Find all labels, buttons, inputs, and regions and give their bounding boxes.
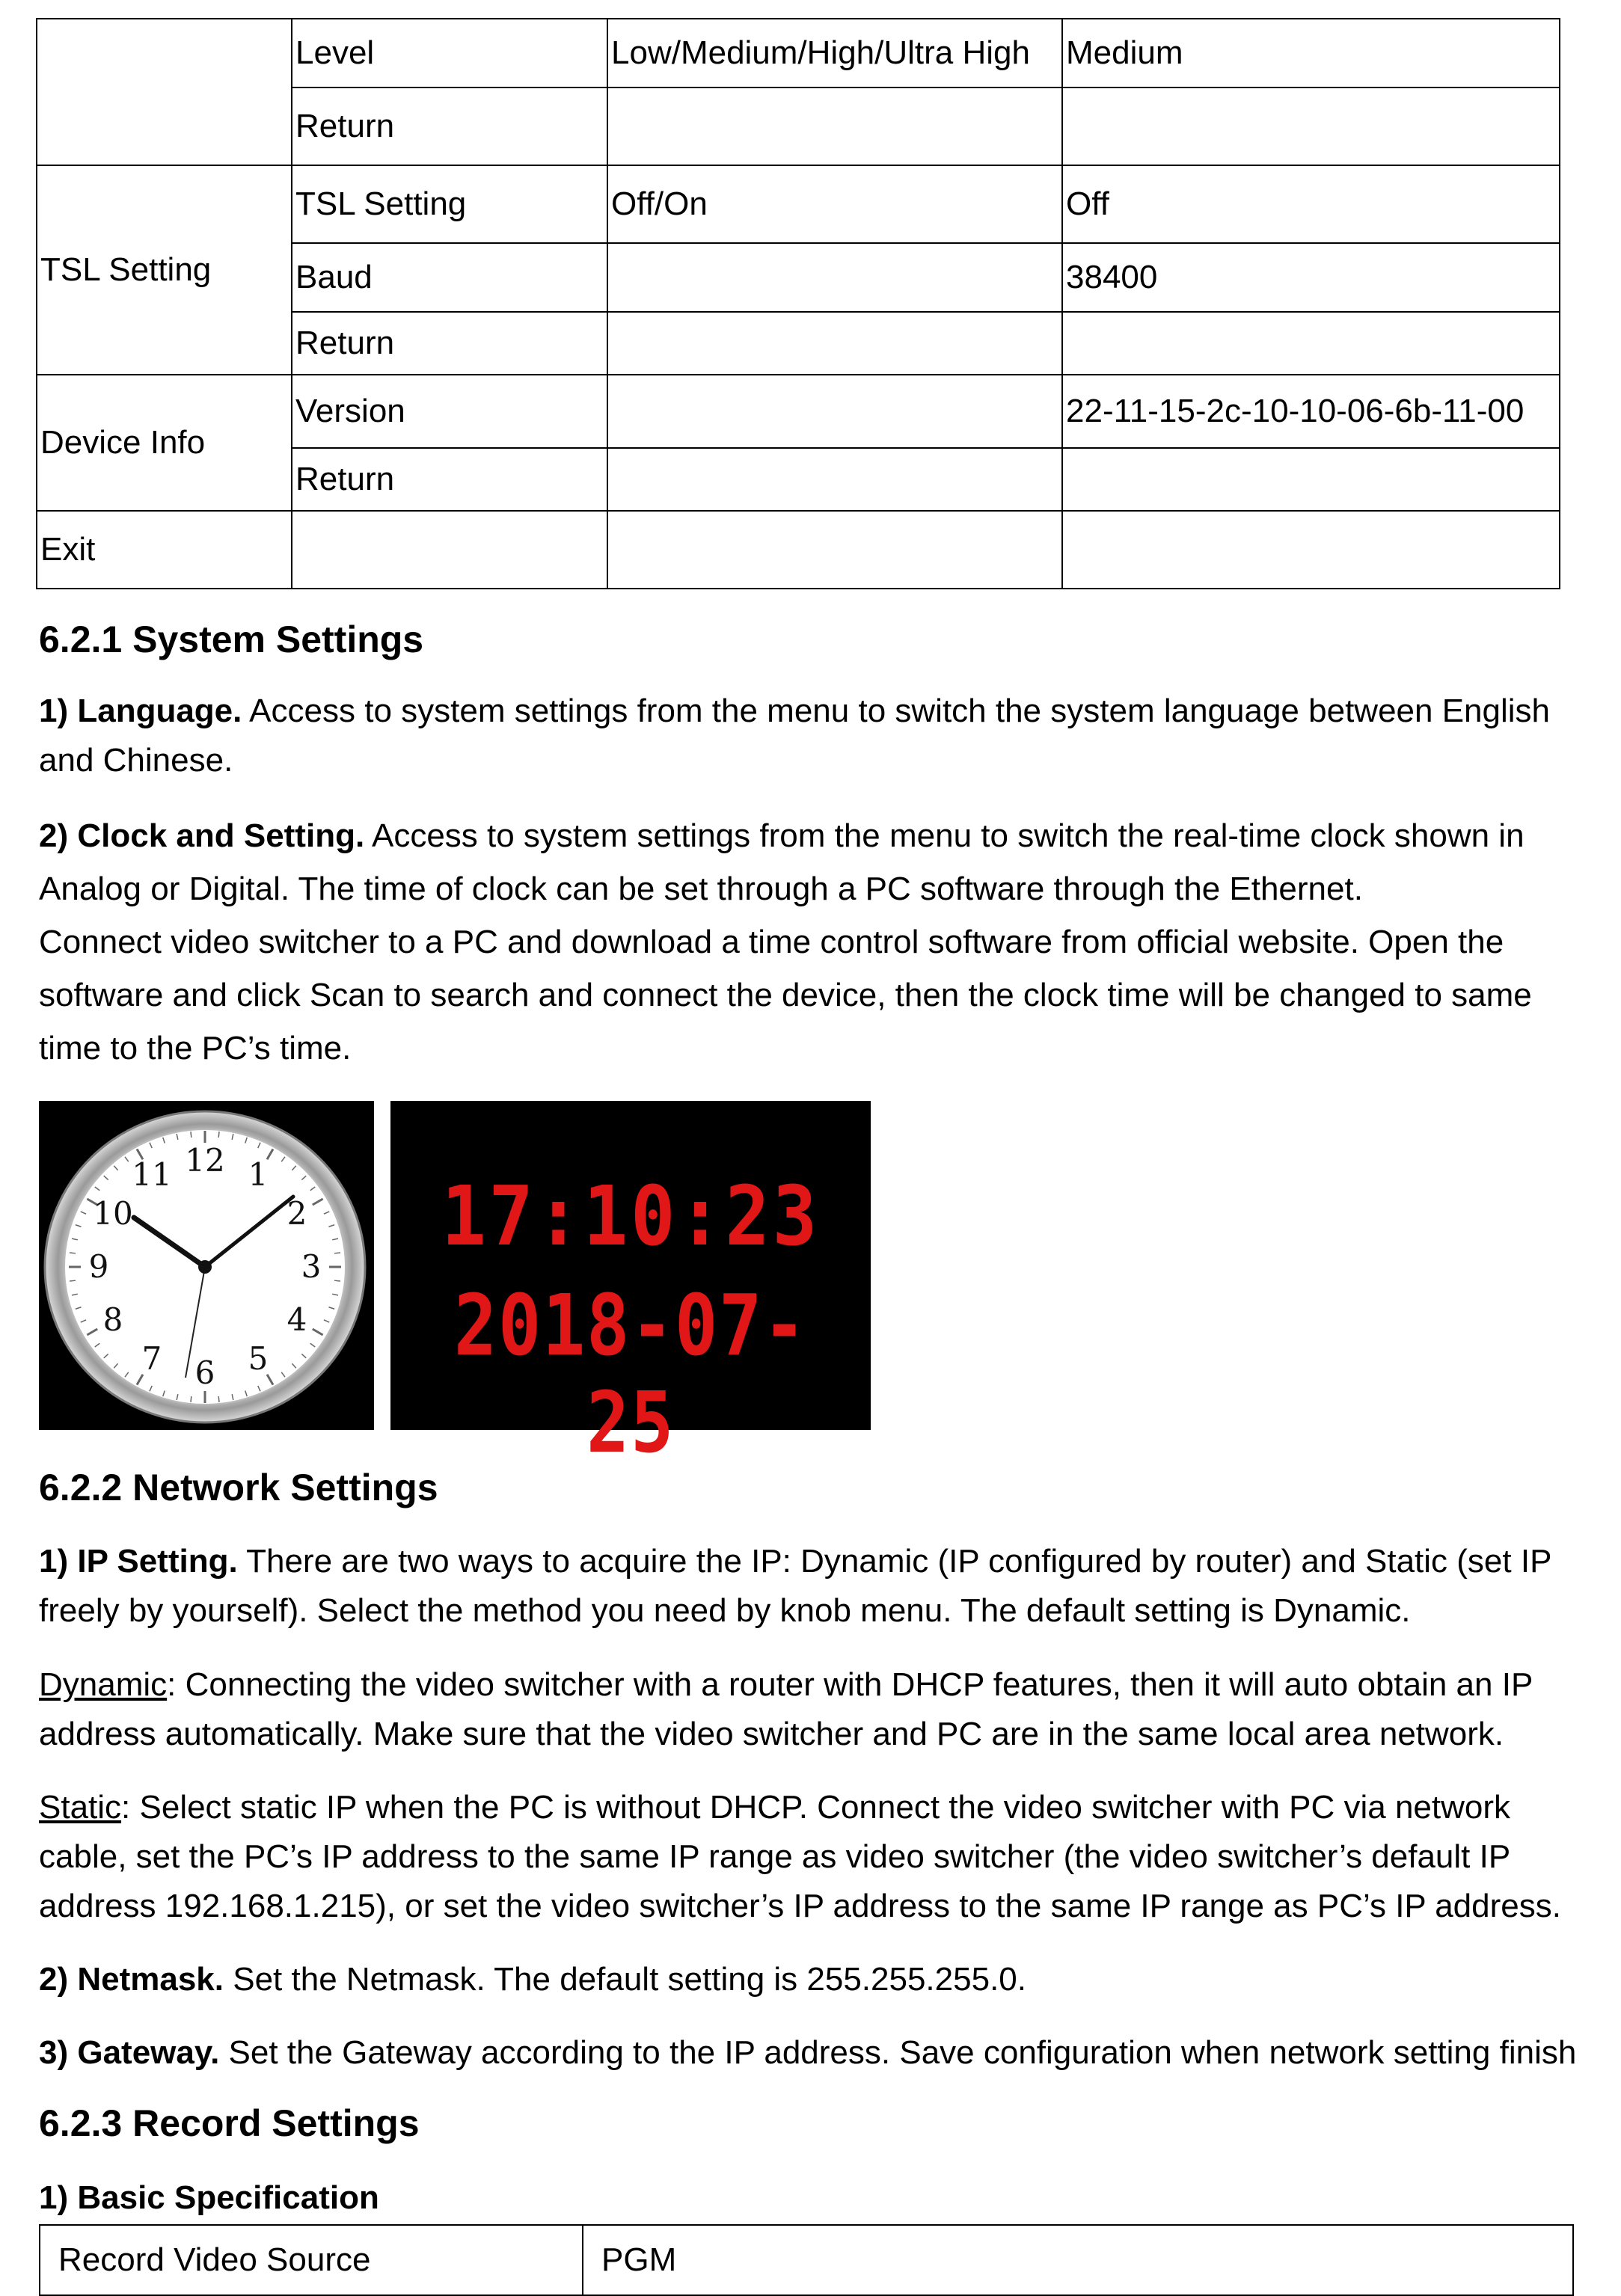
paragraph-lead: 1) IP Setting. — [39, 1543, 238, 1580]
clock-numeral: 6 — [194, 1354, 215, 1391]
table-cell — [1062, 511, 1560, 589]
table-cell: Version — [292, 375, 607, 448]
paragraph-connect — [39, 915, 1580, 1075]
table-cell: Medium — [1062, 19, 1560, 88]
analog-clock-icon — [39, 1101, 374, 1430]
paragraph-lead: 3) Gateway. — [39, 2034, 220, 2071]
table-cell: Return — [292, 312, 607, 375]
section-heading-system: 6.2.1 System Settings — [39, 618, 424, 660]
clock-numeral: 9 — [88, 1248, 109, 1285]
table-cell — [292, 511, 607, 589]
table-row — [37, 165, 1560, 243]
table-cell — [1062, 312, 1560, 375]
table-cell: Return — [292, 448, 607, 511]
table-cell — [607, 243, 1062, 312]
menu-settings-table — [36, 18, 1560, 589]
paragraph-static — [39, 1783, 1580, 1931]
table-cell: Off/On — [607, 165, 1062, 243]
section-heading-network: 6.2.2 Network Settings — [39, 1467, 438, 1508]
paragraph-lead: 1) Basic Specification — [39, 2179, 379, 2216]
table-cell: Device Info — [37, 375, 292, 511]
paragraph-lead: 2) Netmask. — [39, 1961, 224, 1998]
paragraph-text: Access to system settings from the menu to switch the real-time clock shown in Analog or Digital. The time of clock can be set through a PC software through the Ethernet. — [39, 817, 1525, 907]
paragraph-basic-spec — [39, 2173, 1580, 2223]
paragraph-text: Connect video switcher to a PC and download a time control software from official website. Open the software and click Scan to search and connect the device, then the clock time will be changed to same time to the PC’s time. — [39, 924, 1532, 1066]
table-cell: Baud — [292, 243, 607, 312]
clock-numeral: 7 — [141, 1339, 162, 1377]
table-cell: Exit — [37, 511, 292, 589]
clock-numeral: 10 — [93, 1195, 133, 1232]
paragraph-text: Set the Gateway according to the IP address. Save configuration when network setting finish — [219, 2034, 1577, 2071]
table-cell — [1062, 88, 1560, 165]
clock-numeral: 11 — [132, 1156, 172, 1194]
table-cell: 22-11-15-2c-10-10-06-6b-11-00 — [1062, 375, 1560, 448]
paragraph-text: There are two ways to acquire the IP: Dynamic (IP configured by router) and Static (set IP freely by yourself). Select the method you need by knob menu. The default setting is Dynamic. — [39, 1543, 1551, 1629]
table-cell: Return — [292, 88, 607, 165]
table-row — [37, 19, 1560, 88]
clock-numeral: 12 — [185, 1142, 225, 1179]
table-cell — [607, 375, 1062, 448]
table-cell — [1062, 448, 1560, 511]
digital-clock-date: 2018-07-25 — [453, 1277, 808, 1472]
clock-numeral: 4 — [286, 1301, 307, 1338]
table-cell: Low/Medium/High/Ultra High — [607, 19, 1062, 88]
paragraph-lead: 2) Clock and Setting. — [39, 817, 365, 854]
section-heading-record: 6.2.3 Record Settings — [39, 2102, 420, 2144]
table-cell: PGM — [583, 2225, 1573, 2295]
paragraph-lead: 1) Language. — [39, 693, 242, 729]
table-cell — [607, 312, 1062, 375]
table-cell — [607, 511, 1062, 589]
table-cell: Record Video Source — [40, 2225, 583, 2295]
paragraph-gateway — [39, 2028, 1617, 2078]
table-cell: 38400 — [1062, 243, 1560, 312]
paragraph-text: Access to system settings from the menu to switch the system language between English and Chinese. — [39, 693, 1551, 779]
paragraph-text: : Connecting the video switcher with a router with DHCP features, then it will auto obtain an IP address automatically. Make sure that the video switcher and PC are in the same local area network. — [39, 1666, 1533, 1752]
clock-numeral: 2 — [286, 1195, 307, 1232]
paragraph-text: Set the Netmask. The default setting is 255.255.255.0. — [224, 1961, 1026, 1998]
table-cell — [37, 19, 292, 165]
clock-numeral: 3 — [301, 1248, 322, 1285]
table-cell: Off — [1062, 165, 1560, 243]
paragraph-ip-setting — [39, 1537, 1580, 1636]
digital-clock-image — [390, 1101, 871, 1472]
table-row — [37, 375, 1560, 448]
clock-numeral: 8 — [102, 1301, 123, 1338]
table-row — [37, 511, 1560, 589]
dynamic-label: Dynamic — [39, 1666, 168, 1703]
paragraph-netmask — [39, 1955, 1580, 2004]
paragraph-text: : Select static IP when the PC is without DHCP. Connect the video switcher with PC via network cable, set the PC’s IP address to the same IP range as video switcher (the video switcher’s default IP address 192.168.1.215), or set the video switcher’s IP address to the same IP range as PC’s IP address. — [39, 1789, 1561, 1924]
table-cell — [607, 88, 1062, 165]
paragraph-dynamic — [39, 1660, 1580, 1759]
table-cell: TSL Setting — [37, 165, 292, 375]
table-cell: TSL Setting — [292, 165, 607, 243]
record-spec-table — [39, 2224, 1574, 2296]
paragraph-clock — [39, 809, 1580, 915]
static-label: Static — [39, 1789, 122, 1826]
analog-clock-image — [39, 1101, 374, 1430]
table-cell: Level — [292, 19, 607, 88]
table-cell — [607, 448, 1062, 511]
clock-numeral: 5 — [248, 1339, 269, 1377]
table-row — [40, 2225, 1573, 2295]
digital-clock-time: 17:10:23 — [441, 1168, 820, 1264]
clock-numeral: 1 — [248, 1156, 269, 1194]
paragraph-language — [39, 687, 1580, 785]
